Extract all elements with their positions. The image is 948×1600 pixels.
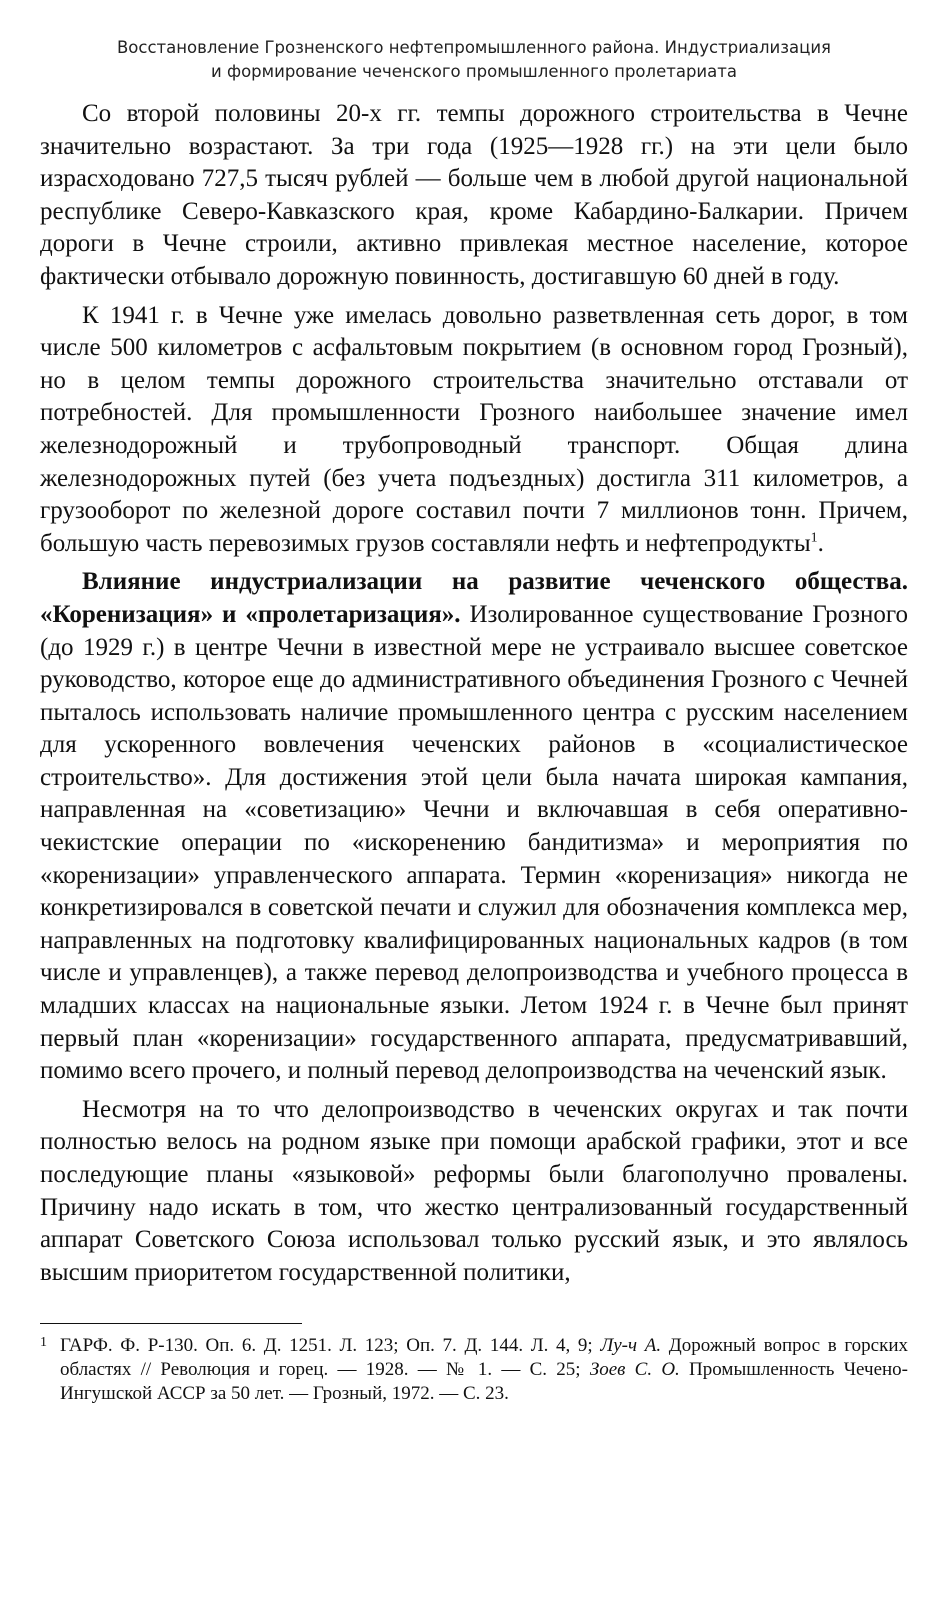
running-header-line-1: Восстановление Грозненского нефтепромышленного района. Индустриализация bbox=[116, 38, 831, 57]
paragraph-language-reform: Несмотря на то что делопроизводство в чеченских округах и так почти полностью велось на родном языке при помощи арабской графики, этот и все последующие планы «языковой» реформы были благополучно провалены. Причину надо искать в том, что жестко централизованный государственный аппарат Советского Союза использовал только русский язык, и это являлось высшим приоритетом государственной политики, bbox=[40, 1095, 908, 1286]
paragraph-road-network-1941 bbox=[40, 300, 908, 561]
main-text bbox=[40, 98, 908, 1289]
running-header-line-2: и формирование чеченского промышленного пролетариата bbox=[211, 62, 737, 81]
footnote-reference[interactable]: 1 bbox=[810, 530, 818, 546]
footnote-author-1: Лу-ч А. bbox=[600, 1335, 662, 1357]
paragraph-korenization-text: Изолированное существование Грозного (до 1929 г.) в центре Чечни в известной мере не устраивало высшее советское руководство, которое еще до административного объединения Грозного с Чечней пыталось использовать наличие промышленного центра с русским населением для ускоренного вовлечения чеченских районов в «социалистическое строительство». Для достижения этой цели была начата широкая кампания, направленная на «советизацию» Чечни и включавшая в себя оперативно-чекистские операции по «искоренению бандитизма» и мероприятия по «коренизации» управленческого аппарата. Термин «коренизация» никогда не конкретизировался в советской печати и служил для обозначения комплекса мер, направленных на подготовку квалифицированных национальных кадров (в том числе и управленцев), а также перевод делопроизводства и учебного процесса в младших классах на национальные языки. Летом 1924 г. в Чечне был принят первый план «коренизации» государственного аппарата, предусматривавший, помимо всего прочего, и полный перевод делопроизводства на чеченский язык. bbox=[40, 600, 908, 1085]
footnote-mark: 1 bbox=[40, 1335, 47, 1351]
footnote-divider bbox=[40, 1323, 302, 1324]
footnote-source-2: Дорожный вопрос в горских областях // Революция и горец. — 1928. — № 1. — С. 25; bbox=[60, 1335, 908, 1381]
section-heading-inline: Влияние индустриализации на развитие чеченского общества. «Коренизация» и «пролетаризация». bbox=[40, 568, 908, 628]
footnote-author-2: Зоев С. О. bbox=[589, 1359, 680, 1381]
footnote bbox=[40, 1334, 908, 1406]
footnote-source-3: Промышленность Чечено-Ингушской АССР за 50 лет. — Грозный, 1972. — С. 23. bbox=[60, 1359, 908, 1405]
paragraph-road-construction: Со второй половины 20-х гг. темпы дорожного строительства в Чечне значительно возрастают. За три года (1925—1928 гг.) на эти цели было израсходовано 727,5 тысяч рублей — больше чем в любой другой национальной республике Северо-Кавказского края, кроме Кабардино-Балкарии. Причем дороги в Чечне строили, активно привлекая местное население, которое фактически отбывало дорожную повинность, достигавшую 60 дней в году. bbox=[40, 100, 908, 290]
footnote-source-1: ГАРФ. Ф. Р-130. Оп. 6. Д. 1251. Л. 123; Оп. 7. Д. 144. Л. 4, 9; bbox=[60, 1335, 601, 1357]
book-page bbox=[40, 36, 908, 1406]
running-header bbox=[40, 36, 908, 84]
paragraph-road-network-end: . bbox=[817, 529, 824, 557]
paragraph-korenization bbox=[40, 566, 908, 1088]
paragraph-road-network-text: К 1941 г. в Чечне уже имелась довольно разветвленная сеть дорог, в том числе 500 километров с асфальтовым покрытием (в основном город Грозный), но в целом темпы дорожного строительства значительно отставали от потребностей. Для промышленности Грозного наибольшее значение имел железнодорожный и трубопроводный транспорт. Общая длина железнодорожных путей (без учета подъездных) достигла 311 километров, а грузооборот по железной дороге составил почти 7 миллионов тонн. Причем, большую часть перевозимых грузов составляли нефть и нефтепродукты bbox=[40, 301, 908, 557]
